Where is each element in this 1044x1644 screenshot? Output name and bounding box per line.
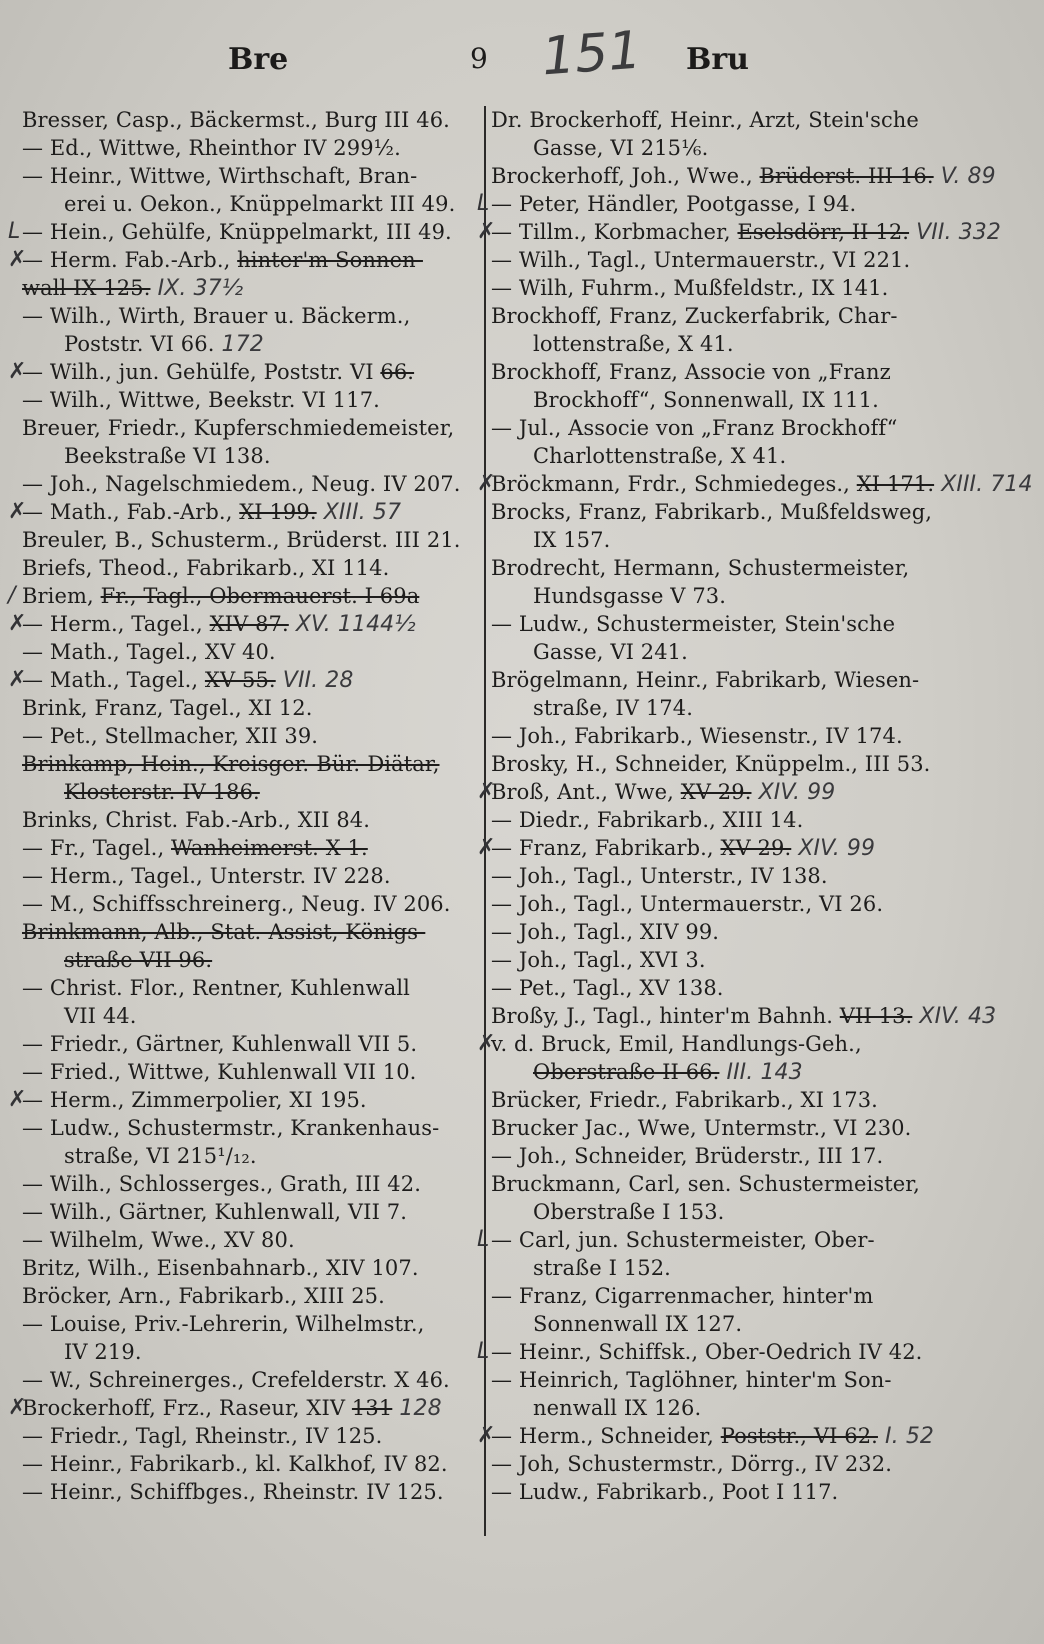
directory-entry-line	[491, 1478, 991, 1506]
directory-entry-line	[491, 582, 991, 610]
struck-through-text: Wanheimerst. X 1.	[171, 836, 368, 860]
entry-text: — Ludw., Schustermstr., Krankenhaus-	[22, 1116, 440, 1140]
handwritten-correction: VII. 332	[909, 220, 1001, 245]
directory-entry-line	[8, 1086, 482, 1114]
entry-text: lottenstraße, X 41.	[533, 332, 734, 356]
entry-text: — Pet., Tagl., XV 138.	[491, 976, 724, 1000]
handwritten-mark: ✗	[477, 471, 496, 496]
directory-entry-line	[22, 890, 482, 918]
struck-through-text: Fr., Tagl., Obermauerst. I 69a	[100, 584, 420, 608]
directory-entry-line	[491, 1086, 991, 1114]
entry-text: Beekstraße VI 138.	[64, 444, 271, 468]
handwritten-mark: ✗	[8, 359, 27, 384]
entry-text: — Peter, Händler, Pootgasse, I 94.	[491, 192, 857, 216]
directory-entry-line	[8, 666, 482, 694]
entry-text: — Friedr., Tagl, Rheinstr., IV 125.	[22, 1424, 383, 1448]
entry-text: — Wilhelm, Wwe., XV 80.	[22, 1228, 295, 1252]
directory-entry-line	[22, 330, 482, 358]
entry-text: — Heinrich, Taglöhner, hinter'm Son-	[491, 1368, 892, 1392]
entry-text: Charlottenstraße, X 41.	[533, 444, 787, 468]
entry-text: Briefs, Theod., Fabrikarb., XI 114.	[22, 556, 390, 580]
directory-entry-line	[22, 946, 482, 974]
handwritten-correction: XIII. 714	[934, 472, 1033, 497]
handwritten-correction: I. 52	[877, 1424, 935, 1449]
entry-text: — Herm. Fab.-Arb.,	[22, 248, 238, 272]
directory-entry-line	[22, 1170, 482, 1198]
directory-entry-line	[491, 666, 991, 694]
entry-text: Brücker, Friedr., Fabrikarb., XI 173.	[491, 1088, 878, 1112]
directory-entry-line	[491, 442, 991, 470]
handwritten-mark: ✗	[8, 499, 27, 524]
entry-text: Brögelmann, Heinr., Fabrikarb, Wiesen-	[491, 668, 920, 692]
handwritten-correction: 172	[214, 332, 264, 357]
entry-text: — Friedr., Gärtner, Kuhlenwall VII 5.	[22, 1032, 418, 1056]
directory-entry-line	[22, 722, 482, 750]
entry-text: Brinks, Christ. Fab.-Arb., XII 84.	[22, 808, 371, 832]
entry-text: Hundsgasse V 73.	[533, 584, 727, 608]
directory-entry-line	[22, 1310, 482, 1338]
directory-entry-line	[22, 274, 482, 302]
entry-text: Briem,	[22, 584, 101, 608]
entry-text: Gasse, VI 241.	[533, 640, 688, 664]
handwritten-mark: ✗	[8, 667, 27, 692]
entry-text: straße, VI 215¹/₁₂.	[64, 1144, 257, 1168]
directory-entry-line	[8, 498, 482, 526]
handwritten-mark: ✗	[8, 611, 27, 636]
entry-text: Breuer, Friedr., Kupferschmiedemeister,	[22, 416, 455, 440]
struck-through-text: Poststr., VI 62.	[720, 1424, 878, 1448]
handwritten-correction: XIV. 43	[912, 1004, 997, 1029]
directory-entry-line	[22, 778, 482, 806]
entry-text: Poststr. VI 66.	[64, 332, 215, 356]
right-guide-word: Bru	[686, 42, 749, 77]
handwritten-mark: ✗	[8, 1087, 27, 1112]
directory-entry-line	[22, 302, 482, 330]
entry-text: — M., Schiffsschreinerg., Neug. IV 206.	[22, 892, 451, 916]
directory-entry-line	[491, 526, 991, 554]
directory-entry-line	[22, 1058, 482, 1086]
directory-entry-line	[22, 638, 482, 666]
directory-entry-line	[477, 1338, 991, 1366]
handwritten-correction: IX. 37½	[150, 276, 244, 301]
entry-text: — Joh., Nagelschmiedem., Neug. IV 207.	[22, 472, 461, 496]
directory-entry-line	[491, 638, 991, 666]
entry-text: — Joh., Fabrikarb., Wiesenstr., IV 174.	[491, 724, 903, 748]
entry-text: — Heinr., Wittwe, Wirthschaft, Bran-	[22, 164, 418, 188]
directory-entry-line	[22, 1478, 482, 1506]
handwritten-mark: ✗	[8, 247, 27, 272]
directory-entry-line	[491, 358, 991, 386]
entry-text: — Math., Tagel., XV 40.	[22, 640, 276, 664]
directory-entry-line	[477, 218, 1001, 246]
directory-entry-line	[477, 1030, 991, 1058]
directory-entry-line	[491, 302, 991, 330]
entry-text: — Joh, Schustermstr., Dörrg., IV 232.	[491, 1452, 892, 1476]
entry-text: Bresser, Casp., Bäckermst., Burg III 46.	[22, 108, 450, 132]
directory-entry-line	[22, 106, 482, 134]
entry-text: Brosky, H., Schneider, Knüppelm., III 53.	[491, 752, 931, 776]
entry-text: — Herm., Tagel., Unterstr. IV 228.	[22, 864, 391, 888]
entry-text: Brucker Jac., Wwe, Untermstr., VI 230.	[491, 1116, 912, 1140]
directory-entry-line	[491, 1254, 991, 1282]
struck-through-text: Eselsdörr, II 12.	[737, 220, 910, 244]
entry-text: — Joh., Tagl., XIV 99.	[491, 920, 720, 944]
directory-entry-line	[22, 554, 482, 582]
struck-through-text: straße VII 96.	[64, 948, 213, 972]
entry-text: — Joh., Tagl., Untermauerstr., VI 26.	[491, 892, 884, 916]
directory-entry-line	[491, 498, 991, 526]
entry-text: erei u. Oekon., Knüppelmarkt III 49.	[64, 192, 456, 216]
entry-text: — Wilh., Wirth, Brauer u. Bäckerm.,	[22, 304, 411, 328]
struck-through-text: Brinkmann, Alb., Stat.-Assist, Königs-	[22, 920, 426, 944]
entry-text: Bröckmann, Frdr., Schmiedeges.,	[491, 472, 857, 496]
directory-entry-line	[22, 862, 482, 890]
handwritten-mark: ✗	[477, 219, 496, 244]
directory-entry-line	[491, 1394, 991, 1422]
directory-entry-line	[22, 1338, 482, 1366]
entry-text: v. d. Bruck, Emil, Handlungs-Geh.,	[491, 1032, 862, 1056]
directory-entry-line	[22, 806, 482, 834]
entry-text: — Herm., Tagel.,	[22, 612, 210, 636]
directory-entry-line	[491, 246, 991, 274]
directory-entry-line	[22, 1226, 482, 1254]
struck-through-text: XI 171.	[856, 472, 935, 496]
entry-text: Brockhoff, Franz, Associe von „Franz	[491, 360, 891, 384]
entry-text: — Louise, Priv.-Lehrerin, Wilhelmstr.,	[22, 1312, 425, 1336]
directory-entry-line	[22, 526, 482, 554]
directory-entry-line	[491, 106, 991, 134]
entry-text: VII 44.	[64, 1004, 137, 1028]
directory-entry-line	[22, 1366, 482, 1394]
handwritten-correction: XIV. 99	[791, 836, 876, 861]
entry-text: — Fr., Tagel.,	[22, 836, 172, 860]
directory-entry-line	[22, 974, 482, 1002]
entry-text: — Heinr., Fabrikarb., kl. Kalkhof, IV 82.	[22, 1452, 448, 1476]
entry-text: Bröcker, Arn., Fabrikarb., XIII 25.	[22, 1284, 385, 1308]
directory-entry-line	[491, 554, 991, 582]
entry-text: — Heinr., Schiffsk., Ober-Oedrich IV 42.	[491, 1340, 923, 1364]
directory-entry-line	[491, 946, 991, 974]
directory-entry-line	[491, 862, 991, 890]
entry-text: — Wilh., jun. Gehülfe, Poststr. VI	[22, 360, 381, 384]
directory-entry-line	[8, 582, 482, 610]
directory-entry-line	[491, 610, 991, 638]
page-header	[0, 20, 1044, 88]
directory-entry-line	[8, 1394, 482, 1422]
entry-text: Brocks, Franz, Fabrikarb., Mußfeldsweg,	[491, 500, 933, 524]
entry-text: — Christ. Flor., Rentner, Kuhlenwall	[22, 976, 410, 1000]
entry-text: — Pet., Stellmacher, XII 39.	[22, 724, 319, 748]
directory-entry-line	[491, 918, 991, 946]
column-divider	[484, 106, 486, 1536]
directory-entry-line	[491, 1058, 991, 1086]
entry-text: straße, IV 174.	[533, 696, 693, 720]
directory-entry-line	[477, 470, 1033, 498]
directory-entry-line	[491, 1450, 991, 1478]
directory-entry-line	[491, 134, 991, 162]
directory-entry-line	[8, 610, 482, 638]
entry-text: — Wilh., Tagl., Untermauerstr., VI 221.	[491, 248, 911, 272]
directory-entry-line	[22, 750, 482, 778]
handwritten-page-number: 151	[540, 20, 644, 88]
directory-entry-line	[22, 190, 482, 218]
entry-text: — Ludw., Fabrikarb., Poot I 117.	[491, 1480, 839, 1504]
directory-entry-line	[22, 834, 482, 862]
directory-entry-line	[491, 414, 991, 442]
handwritten-mark: ✗	[477, 1031, 496, 1056]
entry-text: — Joh., Schneider, Brüderstr., III 17.	[491, 1144, 884, 1168]
entry-text: — Herm., Schneider,	[491, 1424, 721, 1448]
handwritten-mark: L	[477, 191, 490, 216]
directory-entry-line	[491, 1114, 991, 1142]
entry-text: Brockerhoff, Frz., Raseur, XIV	[22, 1396, 352, 1420]
right-column	[477, 106, 1033, 1506]
handwritten-mark: ✗	[477, 779, 496, 804]
directory-entry-line	[491, 1142, 991, 1170]
entry-text: Brodrecht, Hermann, Schustermeister,	[491, 556, 910, 580]
entry-text: — Math., Tagel.,	[22, 668, 205, 692]
entry-text: — Franz, Cigarrenmacher, hinter'm	[491, 1284, 874, 1308]
directory-entry-line	[8, 218, 482, 246]
handwritten-correction: XIV. 99	[751, 780, 836, 805]
directory-entry-line	[22, 1030, 482, 1058]
entry-text: Sonnenwall IX 127.	[533, 1312, 743, 1336]
directory-entry-line	[8, 358, 482, 386]
entry-text: Broß, Ant., Wwe,	[491, 780, 681, 804]
entry-text: — Carl, jun. Schustermeister, Ober-	[491, 1228, 875, 1252]
entry-text: — Wilh., Wittwe, Beekstr. VI 117.	[22, 388, 380, 412]
handwritten-mark: L	[477, 1227, 490, 1252]
handwritten-correction: III. 143	[719, 1060, 803, 1085]
entry-text: Britz, Wilh., Eisenbahnarb., XIV 107.	[22, 1256, 419, 1280]
directory-entry-line	[22, 1198, 482, 1226]
handwritten-mark: L	[8, 219, 21, 244]
entry-text: — Math., Fab.-Arb.,	[22, 500, 240, 524]
directory-entry-line	[477, 778, 991, 806]
directory-entry-line	[477, 190, 991, 218]
directory-entry-line	[491, 330, 991, 358]
struck-through-text: XV 29.	[680, 780, 752, 804]
directory-entry-line	[22, 470, 482, 498]
directory-entry-line	[22, 1282, 482, 1310]
entry-text: — Franz, Fabrikarb.,	[491, 836, 721, 860]
entry-text: — Wilh, Fuhrm., Mußfeldstr., IX 141.	[491, 276, 889, 300]
directory-entry-line	[491, 694, 991, 722]
entry-text: — Tillm., Korbmacher,	[491, 220, 738, 244]
entry-text: — Fried., Wittwe, Kuhlenwall VII 10.	[22, 1060, 417, 1084]
directory-entry-line	[22, 1114, 482, 1142]
entry-text: — Wilh., Schlosserges., Grath, III 42.	[22, 1172, 422, 1196]
handwritten-correction: VII. 28	[275, 668, 354, 693]
directory-entry-line	[491, 274, 991, 302]
entry-text: — Ludw., Schustermeister, Stein'sche	[491, 612, 896, 636]
directory-entry-line	[491, 974, 991, 1002]
entry-text: — Ed., Wittwe, Rheinthor IV 299½.	[22, 136, 401, 160]
directory-entry-line	[491, 722, 991, 750]
directory-entry-line	[22, 918, 482, 946]
page-number: 9	[470, 42, 488, 75]
entry-text: Dr. Brockerhoff, Heinr., Arzt, Stein'sche	[491, 108, 919, 132]
handwritten-correction: XIII. 57	[316, 500, 402, 525]
directory-entry-line	[477, 1226, 991, 1254]
entry-text: Broßy, J., Tagl., hinter'm Bahnh.	[491, 1004, 840, 1028]
entry-text: — Joh., Tagl., XVI 3.	[491, 948, 706, 972]
struck-through-text: Brinkamp, Hein., Kreisger.-Bür.-Diätar,	[22, 752, 440, 776]
handwritten-mark: ✗	[477, 835, 496, 860]
struck-through-text: 66.	[380, 360, 415, 384]
handwritten-correction: XV. 1144½	[288, 612, 416, 637]
directory-entry-line	[22, 414, 482, 442]
entry-text: — Diedr., Fabrikarb., XIII 14.	[491, 808, 804, 832]
directory-entry-line	[491, 890, 991, 918]
entry-text: — Heinr., Schiffbges., Rheinstr. IV 125.	[22, 1480, 444, 1504]
struck-through-text: XIV 87.	[209, 612, 289, 636]
directory-entry-line	[8, 246, 482, 274]
entry-text: Brockhoff“, Sonnenwall, IX 111.	[533, 388, 879, 412]
directory-entry-line	[491, 806, 991, 834]
struck-through-text: wall IX 125.	[22, 276, 151, 300]
entry-text: Breuler, B., Schusterm., Brüderst. III 21.	[22, 528, 461, 552]
entry-text: Gasse, VI 215⅙.	[533, 136, 709, 160]
entry-text: — Wilh., Gärtner, Kuhlenwall, VII 7.	[22, 1200, 407, 1224]
entry-text: Oberstraße I 153.	[533, 1200, 725, 1224]
entry-text: Brockhoff, Franz, Zuckerfabrik, Char-	[491, 304, 898, 328]
handwritten-correction: 128	[392, 1396, 442, 1421]
struck-through-text: Oberstraße II 66.	[533, 1060, 720, 1084]
handwritten-mark: ✗	[477, 1423, 496, 1448]
directory-entry-line	[22, 1002, 482, 1030]
entry-text: Brockerhoff, Joh., Wwe.,	[491, 164, 760, 188]
directory-entry-line	[477, 834, 991, 862]
entry-text: — Joh., Tagl., Unterstr., IV 138.	[491, 864, 828, 888]
struck-through-text: VII 13.	[839, 1004, 913, 1028]
entry-text: Brink, Franz, Tagel., XI 12.	[22, 696, 313, 720]
entry-text: — Jul., Associe von „Franz Brockhoff“	[491, 416, 898, 440]
directory-entry-line	[22, 134, 482, 162]
directory-entry-line	[22, 442, 482, 470]
entry-text: IX 157.	[533, 528, 611, 552]
entry-text: straße I 152.	[533, 1256, 671, 1280]
handwritten-mark: L	[477, 1339, 490, 1364]
directory-entry-line	[477, 1422, 991, 1450]
left-column	[8, 106, 482, 1506]
handwritten-mark: /	[8, 583, 16, 608]
struck-through-text: XV 29.	[720, 836, 792, 860]
directory-entry-line	[491, 1282, 991, 1310]
entry-text: nenwall IX 126.	[533, 1396, 702, 1420]
left-guide-word: Bre	[228, 42, 289, 77]
directory-entry-line	[22, 1450, 482, 1478]
handwritten-mark: ✗	[8, 1395, 27, 1420]
struck-through-text: 131	[351, 1396, 393, 1420]
struck-through-text: Klosterstr. IV 186.	[64, 780, 260, 804]
directory-entry-line	[491, 1170, 991, 1198]
directory-entry-line	[22, 1254, 482, 1282]
directory-entry-line	[491, 1310, 991, 1338]
struck-through-text: XV 55.	[204, 668, 276, 692]
directory-entry-line	[22, 1142, 482, 1170]
directory-entry-line	[22, 1422, 482, 1450]
entry-text: — W., Schreinerges., Crefelderstr. X 46.	[22, 1368, 450, 1392]
directory-entry-line	[22, 162, 482, 190]
directory-entry-line	[22, 386, 482, 414]
struck-through-text: hinter'm Sonnen-	[237, 248, 423, 272]
directory-entry-line	[491, 386, 991, 414]
directory-entry-line	[491, 1366, 991, 1394]
entry-text: IV 219.	[64, 1340, 142, 1364]
struck-through-text: Brüderst. III 16.	[759, 164, 934, 188]
entry-text: Bruckmann, Carl, sen. Schustermeister,	[491, 1172, 920, 1196]
entry-text: — Hein., Gehülfe, Knüppelmarkt, III 49.	[22, 220, 452, 244]
directory-entry-line	[491, 750, 991, 778]
handwritten-correction: V. 89	[933, 164, 996, 189]
directory-entry-line	[491, 1002, 997, 1030]
entry-text: — Herm., Zimmerpolier, XI 195.	[22, 1088, 367, 1112]
directory-entry-line	[22, 694, 482, 722]
struck-through-text: XI 199.	[239, 500, 317, 524]
directory-entry-line	[491, 162, 996, 190]
directory-entry-line	[491, 1198, 991, 1226]
